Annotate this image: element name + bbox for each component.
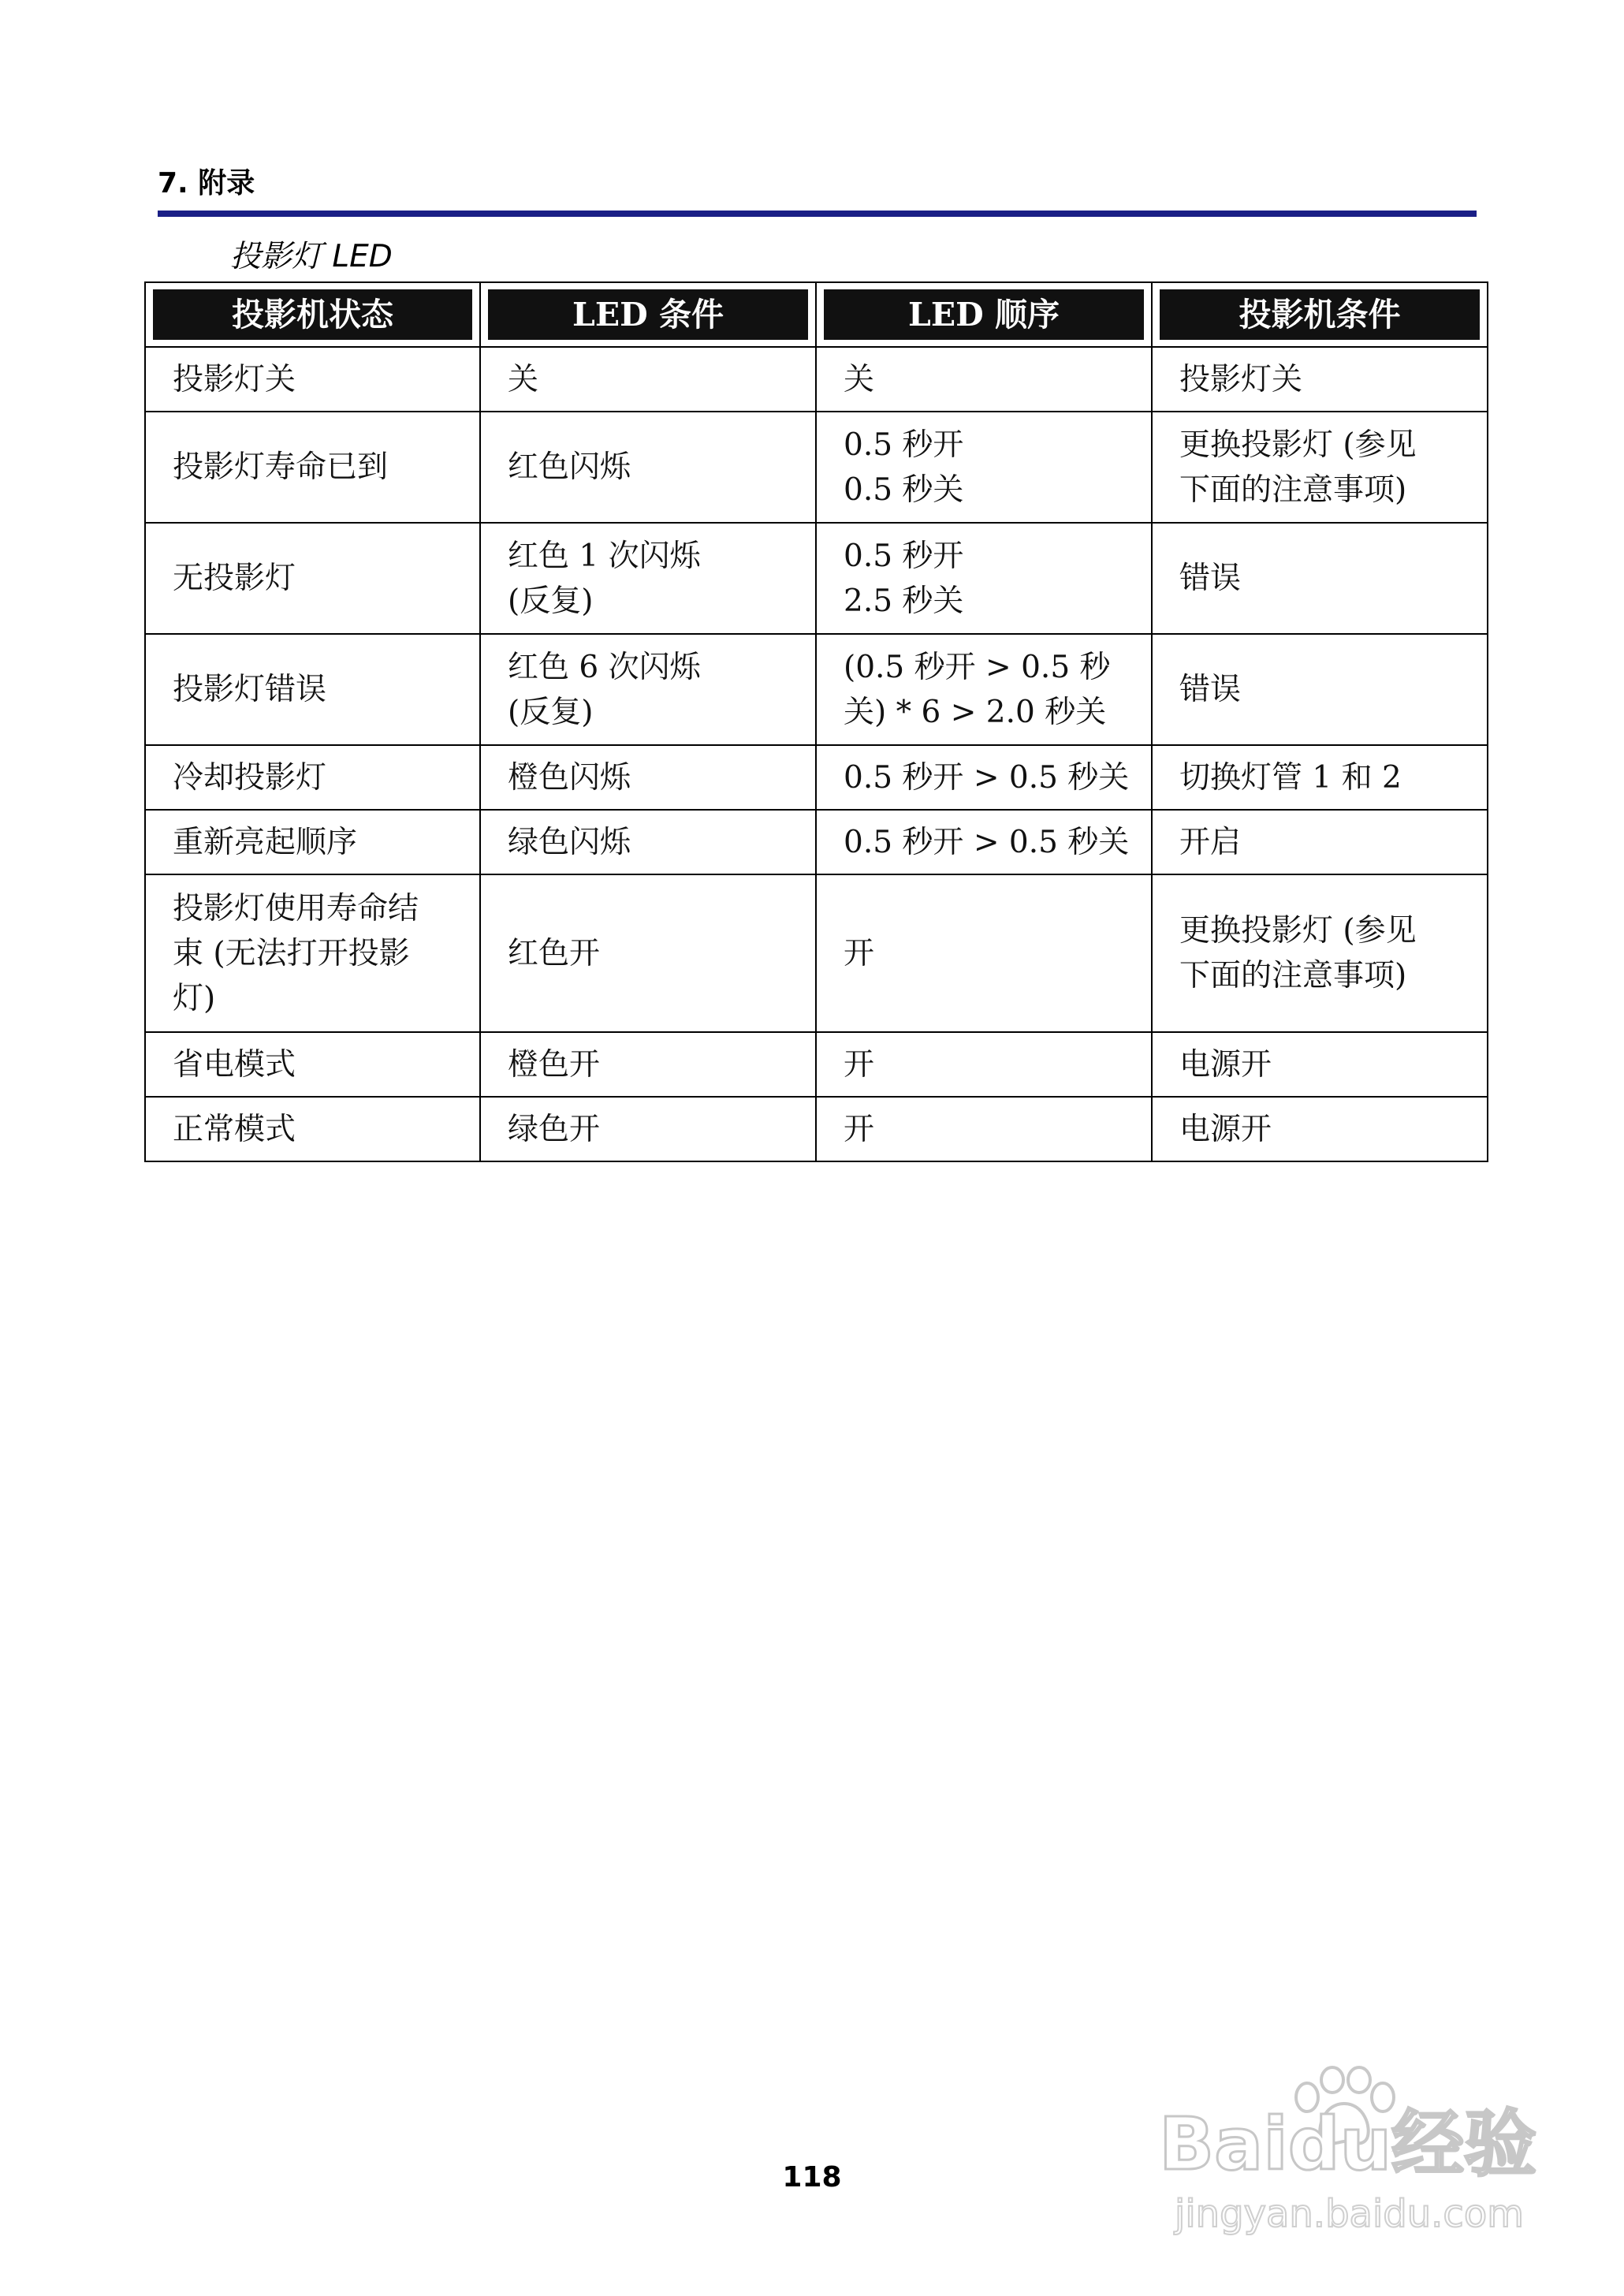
table-row [145,1097,1488,1161]
table-cell: 橙色闪烁 [480,745,816,810]
table-row [145,810,1488,874]
section-header: 7. 附录 [158,167,255,199]
table-cell: 红色闪烁 [480,412,816,523]
table-body [145,347,1488,1161]
table-cell: 0.5 秒开 0.5 秒关 [816,412,1152,523]
table-cell: 省电模式 [145,1032,480,1097]
table-cell: 开 [816,1032,1152,1097]
table-cell: 电源开 [1152,1097,1488,1161]
table-row [145,347,1488,412]
table-cell: 开 [816,1097,1152,1161]
table-cell: 0.5 秒开 > 0.5 秒关 [816,745,1152,810]
table-cell: 投影灯关 [145,347,480,412]
table-cell: 关 [816,347,1152,412]
column-header: 投影机状态 [145,282,480,347]
table-cell: 开启 [1152,810,1488,874]
table-cell: 无投影灯 [145,523,480,634]
table-cell: 绿色开 [480,1097,816,1161]
table-cell: 0.5 秒开 2.5 秒关 [816,523,1152,634]
table-cell: (0.5 秒开 > 0.5 秒 关) * 6 > 2.0 秒关 [816,634,1152,745]
watermark-brand: Baidu经验 [1159,2102,1537,2186]
table-row [145,412,1488,523]
table-cell: 切换灯管 1 和 2 [1152,745,1488,810]
table-cell: 开 [816,874,1152,1032]
table-cell: 错误 [1152,634,1488,745]
led-status-table [144,281,1488,1162]
table-cell: 更换投影灯 (参见 下面的注意事项) [1152,874,1488,1032]
table-cell: 红色开 [480,874,816,1032]
table-row [145,874,1488,1032]
table-cell: 0.5 秒开 > 0.5 秒关 [816,810,1152,874]
table-cell: 冷却投影灯 [145,745,480,810]
table-row [145,523,1488,634]
table-cell: 电源开 [1152,1032,1488,1097]
table-row [145,1032,1488,1097]
table-cell: 错误 [1152,523,1488,634]
table-cell: 投影灯关 [1152,347,1488,412]
table-header-row [145,282,1488,347]
table-cell: 更换投影灯 (参见 下面的注意事项) [1152,412,1488,523]
column-header: LED 顺序 [816,282,1152,347]
table-row [145,745,1488,810]
header-rule [158,211,1477,217]
column-header: 投影机条件 [1152,282,1488,347]
table-cell: 红色 1 次闪烁 (反复) [480,523,816,634]
table-cell: 投影灯错误 [145,634,480,745]
table-row [145,634,1488,745]
table-cell: 投影灯寿命已到 [145,412,480,523]
table-cell: 重新亮起顺序 [145,810,480,874]
watermark-url: jingyan.baidu.com [1175,2192,1524,2236]
table-cell: 橙色开 [480,1032,816,1097]
table-cell: 红色 6 次闪烁 (反复) [480,634,816,745]
table-cell: 绿色闪烁 [480,810,816,874]
baidu-watermark [1159,2066,1537,2263]
table-cell: 关 [480,347,816,412]
table-cell: 投影灯使用寿命结 束 (无法打开投影 灯) [145,874,480,1032]
page-number: 118 [782,2161,842,2194]
table-cell: 正常模式 [145,1097,480,1161]
table-caption: 投影灯 LED [230,239,393,274]
column-header: LED 条件 [480,282,816,347]
